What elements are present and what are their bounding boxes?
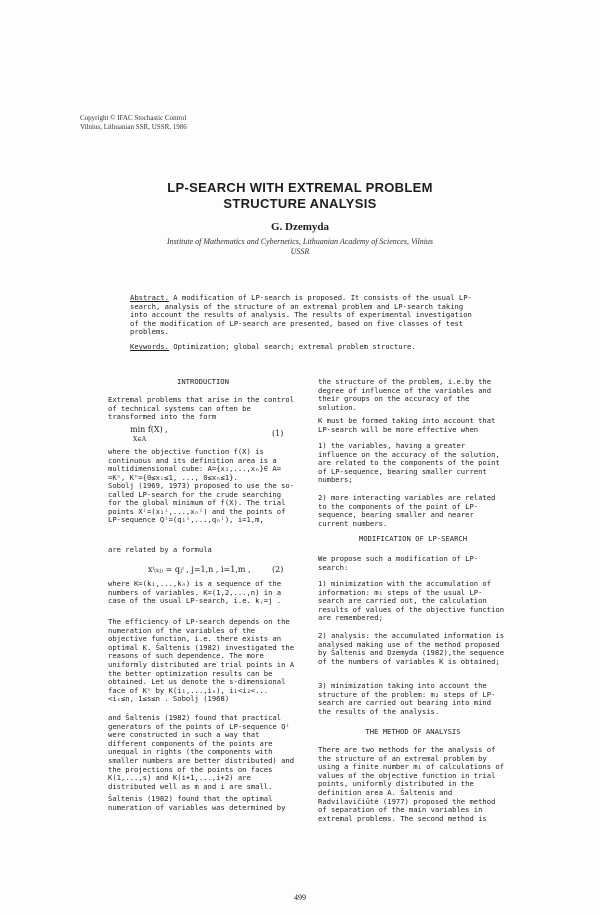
page-number: 499 bbox=[294, 893, 306, 902]
intro-paragraph-4: are related by a formula bbox=[108, 545, 212, 554]
equation-1-subscript: X∈A bbox=[133, 436, 147, 443]
section-heading-analysis: THE METHOD OF ANALYSIS bbox=[365, 727, 461, 736]
intro-paragraph-6: The efficiency of LP-search depends on the numeration of the variables of the objective function, i.e. there exists an optimal K. Šaltenis (1982) investigated the reasons of such dependence. The more uniformly distributed are trial points in A the better optimization results can be obtained. Let us denote the s-dimensional face of Kⁿ by K(i₁,...,iₛ), i₁<i₂<... <iₛ≤n, 1≤s≤n . Sobolj (1968) bbox=[108, 617, 299, 704]
intro-paragraph-5: where K=(k₁,...,kₙ) is a sequence of the numbers of variables. K=(1,2,...,n) in a case of the usual LP-search, i.e. kⱼ=j . bbox=[108, 579, 286, 606]
modification-step-2: 2) analysis: the accumulated information is analysed making use of the method proposed by Šaltenis and Dzemyda (1982),the sequence of the numbers of variables K is obtained; bbox=[318, 631, 509, 666]
copyright-line-2: Vilnius, Lithuanian SSR, USSR, 1986 bbox=[80, 123, 187, 131]
equation-2: xⁱ₍ₖⱼ₎ = qⱼⁱ , j=1,n , i=1,m , bbox=[148, 565, 251, 574]
modification-step-1: 1) minimization with the accumulation of information: m₁ steps of the usual LP-search are carried out, the calculation results of values of the objective function are remembered; bbox=[318, 579, 509, 623]
keywords bbox=[130, 343, 482, 352]
keywords-text: Optimization; global search; extremal problem structure. bbox=[173, 342, 416, 351]
title-line-2: STRUCTURE ANALYSIS bbox=[223, 196, 377, 211]
right-paragraph-1: the structure of the problem, i.e.by the degree of influence of the variables and their groups on the accuracy of the solution. bbox=[318, 377, 496, 412]
copyright-notice bbox=[80, 114, 187, 132]
paper-title bbox=[0, 180, 600, 212]
equation-1: min f(X) , bbox=[130, 425, 168, 434]
intro-paragraph-7: and Šaltenis (1982) found that practical generators of the points of LP-sequence Qⁱ were constructed in such a way that different components of the points are unequal in rights (the components with smaller numbers are better distributed) and the projections of the points on faces K(1,...,s) and K(i+1,...,i+2) are distributed well as m and i are small. bbox=[108, 713, 299, 791]
intro-paragraph-3: Sobolj (1969, 1973) proposed to use the so-called LP-search for the crude searching for the global minimum of f(X). The trial points Xⁱ=(x₁ⁱ,...,xₙⁱ) and the points of LP-sequence Qⁱ=(q₁ⁱ,...,qₙⁱ), i=1,m, bbox=[108, 481, 295, 525]
keywords-label: Keywords. bbox=[130, 342, 169, 351]
equation-2-number: (2) bbox=[272, 565, 284, 574]
affiliation bbox=[140, 237, 460, 257]
section-heading-introduction: INTRODUCTION bbox=[177, 377, 229, 386]
abstract bbox=[130, 294, 482, 337]
abstract-label: Abstract. bbox=[130, 293, 169, 302]
modification-paragraph-1: We propose such a modification of LP-search: bbox=[318, 554, 479, 572]
section-heading-modification: MODIFICATION OF LP-SEARCH bbox=[358, 534, 468, 543]
affiliation-line-2: USSR bbox=[290, 247, 310, 256]
affiliation-line-1: Institute of Mathematics and Cybernetics, Lithuanian Academy of Sciences, Vilnius bbox=[166, 237, 434, 246]
intro-paragraph-2: where the objective function f(X) is continuous and its definition area is a multidimensional cube: A={x₁,...,xₙ}∈ A= =Kⁿ, Kⁿ={0≤xᵢ≤1, ..., 0≤xₙ≤1}. bbox=[108, 447, 286, 482]
intro-paragraph-1: Extremal problems that arise in the control of technical systems can often be transformed into the form bbox=[108, 395, 299, 422]
abstract-text: A modification of LP-search is proposed. It consists of the usual LP-search, analysis of the structure of an extremal problem and LP-search taking into account the results of analysis. The results of experimental investigation of the modification of LP-search are presented, based on five classes of test problems. bbox=[130, 293, 477, 337]
right-paragraph-4: 2) more interacting variables are related to the components of the point of LP-sequence, bearing smaller and nearer current numbers. bbox=[318, 493, 500, 528]
analysis-paragraph-1: There are two methods for the analysis of the structure of an extremal problem by using a finite number m₁ of calculations of values of the objective function in trial points, uniformly distributed in the definition area A. Šaltenis and Radvilavičiūtė (1977) proposed the method of separation of the main variables in extremal problems. The second method is bbox=[318, 745, 509, 823]
right-paragraph-2: K must be formed taking into account that LP-search will be more effective when bbox=[318, 416, 500, 434]
title-line-1: LP-SEARCH WITH EXTREMAL PROBLEM bbox=[167, 180, 433, 195]
right-paragraph-3: 1) the variables, having a greater influence on the accuracy of the solution, are related to the components of the point of LP-sequence, bearing smaller current numbers; bbox=[318, 441, 505, 485]
author-name: G. Dzemyda bbox=[270, 221, 330, 233]
copyright-line-1: Copyright © IFAC Stochastic Control bbox=[80, 114, 187, 122]
intro-paragraph-8: Šaltenis (1982) found that the optimal numeration of variables was determined by bbox=[108, 794, 286, 812]
modification-step-3: 3) minimization taking into account the structure of the problem: m₂ steps of LP-search are carried out bearing into mind the results of the analysis. bbox=[318, 681, 496, 716]
equation-1-number: (1) bbox=[272, 429, 284, 438]
